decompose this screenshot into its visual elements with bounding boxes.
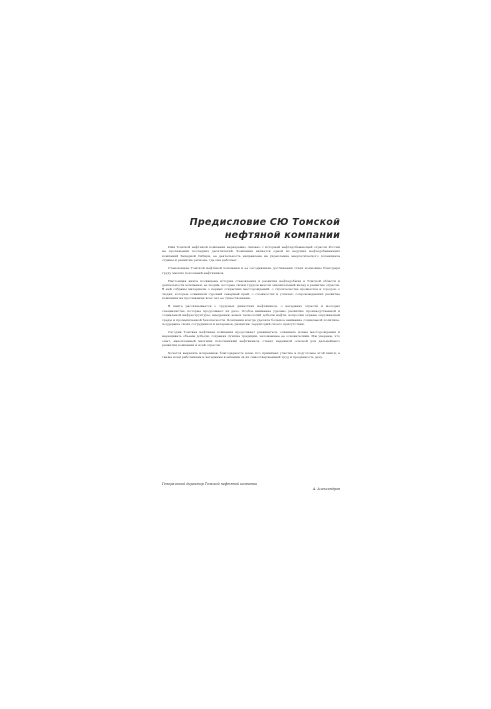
signature-position: Генеральный директор Томской нефтяной компании — [162, 482, 258, 486]
foreword-body — [162, 245, 340, 363]
title-line-2: нефтяной компании — [224, 230, 340, 241]
signature-block — [162, 482, 340, 492]
paragraph: Настоящая книга посвящена истории становления и развития нефтедобычи в Томской области и деятельности компании, ее людям, которые своим трудом внесли значительный вклад в развитие отрасли. В ней собраны материалы о первых открытиях месторождений, о строительстве промыслов и городов, о людях, которые осваивали суровый северный край, о сложностях и успехах, сопровождавших развитие компании на протяжении всех лет ее существования. — [162, 278, 340, 301]
title-line-1: Предисловие СЮ Томской — [189, 217, 340, 228]
paragraph: Сегодня Томская нефтяная компания продолжает развиваться, осваивать новые месторождения и наращивать объемы добычи, сохраняя лучшие традиции, заложенные ее основателями. Мы уверены, что опыт, накопленный многими поколениями нефтяников, станет надежной основой для дальнейшего развития компании и всей отрасли. — [162, 329, 340, 348]
signature-name: А. Александров — [312, 487, 340, 491]
paragraph: Имя Томской нефтяной компании неразрывно связано с историей нефтедобывающей отрасли России на протяжении последних десятилетий. Компания является одной из ведущих нефтедобывающих компаний Западной Сибири, ее деятельность направлена на укрепление энергетического потенциала страны и развитие региона, где она работает. — [162, 245, 340, 263]
page-title — [120, 216, 340, 242]
paragraph: Становление Томской нефтяной компании и ее сегодняшние достижения стали возможны благодаря труду многих поколений нефтяников. — [162, 266, 340, 275]
paragraph: Хочется выразить искреннюю благодарность всем, кто принимал участие в подготовке этой книги, а также всем работникам и ветеранам компании за их самоотверженный труд и преданность делу. — [162, 351, 340, 360]
paragraph: В книге рассказывается о трудовых династиях нефтяников, о ветеранах отрасли и молодых специалистах, которые продолжают их дело. Особое внимание уделено развитию производственной и социальной инфраструктуры, внедрению новых технологий добычи нефти, вопросам охраны окружающей среды и промышленной безопасности. Компания всегда уделяла большое внимание социальной политике, поддержке своих сотрудников и ветеранов, развитию территорий своего присутствия. — [162, 304, 340, 326]
